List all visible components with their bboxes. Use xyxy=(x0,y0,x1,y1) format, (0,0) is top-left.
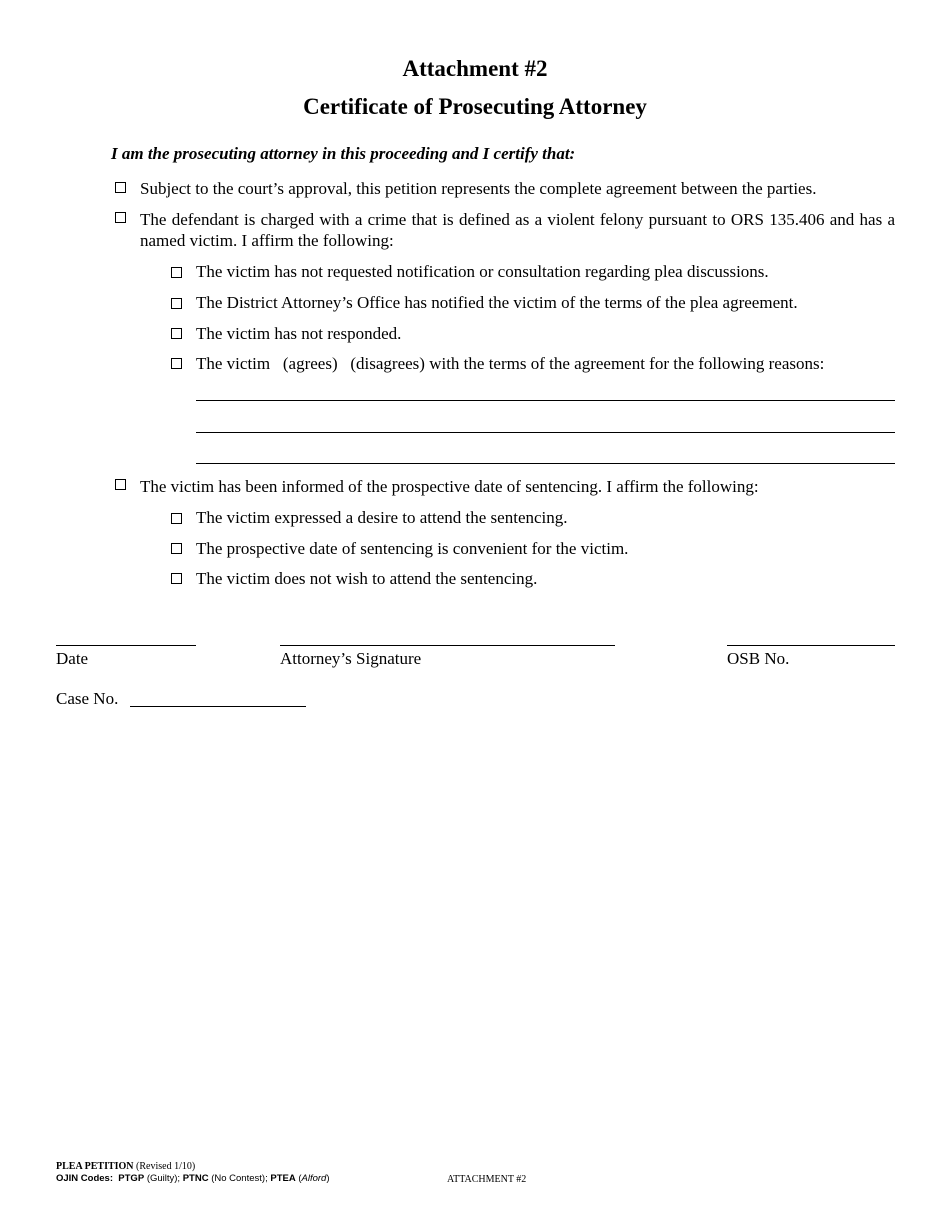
attorney-signature-label: Attorney’s Signature xyxy=(280,649,422,668)
victim-position-line xyxy=(196,353,824,374)
footer-code-ptgp-desc: (Guilty); xyxy=(146,1173,181,1184)
checkbox-notified[interactable] xyxy=(171,298,182,309)
sentencing-text: The victim has been informed of the prospective date of sentencing. I affirm the following: xyxy=(140,477,759,496)
checkbox-court-approval[interactable] xyxy=(115,182,126,193)
footer-ojin-label: OJIN Codes: xyxy=(56,1173,114,1184)
checkbox-convenient[interactable] xyxy=(171,543,182,554)
checkbox-desire-attend[interactable] xyxy=(171,513,182,524)
attorney-signature-line[interactable] xyxy=(280,645,615,646)
reason-line-1[interactable] xyxy=(196,400,895,401)
footer-code-ptnc: PTNC xyxy=(182,1173,209,1184)
certification-intro: I am the prosecuting attorney in this proceeding and I certify that: xyxy=(111,144,576,163)
checkbox-not-attend[interactable] xyxy=(171,573,182,584)
no-request-text: The victim has not requested notification or consultation regarding plea discussions. xyxy=(196,262,769,281)
victim-prefix: The victim xyxy=(196,354,271,373)
disagrees-option[interactable]: (disagrees) xyxy=(350,354,425,373)
court-approval-text: Subject to the court’s approval, this petition represents the complete agreement between the parties. xyxy=(140,179,817,198)
footer-code-ptnc-desc: (No Contest); xyxy=(211,1173,268,1184)
agrees-suffix: with the terms of the agreement for the following reasons: xyxy=(429,354,825,373)
checkbox-violent-felony[interactable] xyxy=(115,212,126,223)
reason-line-2[interactable] xyxy=(196,432,895,433)
case-number-label: Case No. xyxy=(56,689,119,708)
footer-revised: (Revised 1/10) xyxy=(136,1161,196,1172)
not-attend-text: The victim does not wish to attend the sentencing. xyxy=(196,569,538,588)
checkbox-no-request[interactable] xyxy=(171,267,182,278)
attachment-title: Attachment #2 xyxy=(402,56,548,81)
checkbox-not-responded[interactable] xyxy=(171,328,182,339)
not-responded-text: The victim has not responded. xyxy=(196,324,402,343)
footer-code-ptea: PTEA xyxy=(270,1173,296,1184)
footer-ojin-line xyxy=(56,1173,330,1184)
osb-label: OSB No. xyxy=(727,649,790,668)
date-label: Date xyxy=(56,649,89,668)
reason-line-3[interactable] xyxy=(196,463,895,464)
osb-signature-line[interactable] xyxy=(727,645,895,646)
footer-code-ptgp: PTGP xyxy=(118,1173,145,1184)
desire-attend-text: The victim expressed a desire to attend the sentencing. xyxy=(196,508,568,527)
certificate-title: Certificate of Prosecuting Attorney xyxy=(303,94,647,119)
convenient-text: The prospective date of sentencing is convenient for the victim. xyxy=(196,539,629,558)
footer-form-line xyxy=(56,1161,195,1172)
violent-felony-text: The defendant is charged with a crime that is defined as a violent felony pursuant to ORS 135.406 and has a named victim. I affirm the following: xyxy=(140,210,895,250)
notified-text: The District Attorney’s Office has notified the victim of the terms of the plea agreement. xyxy=(196,293,798,312)
date-signature-line[interactable] xyxy=(56,645,196,646)
footer-paren-close: ) xyxy=(326,1173,330,1184)
footer-code-ptea-desc: Alford xyxy=(301,1173,327,1184)
checkbox-agrees[interactable] xyxy=(171,358,182,369)
footer-form-name: PLEA PETITION xyxy=(56,1161,134,1172)
agrees-option[interactable]: (agrees) xyxy=(282,354,338,373)
footer-paren-open: ( xyxy=(298,1173,302,1184)
case-number-line[interactable] xyxy=(130,706,306,707)
checkbox-sentencing[interactable] xyxy=(115,479,126,490)
footer-attachment: ATTACHMENT #2 xyxy=(447,1174,527,1185)
